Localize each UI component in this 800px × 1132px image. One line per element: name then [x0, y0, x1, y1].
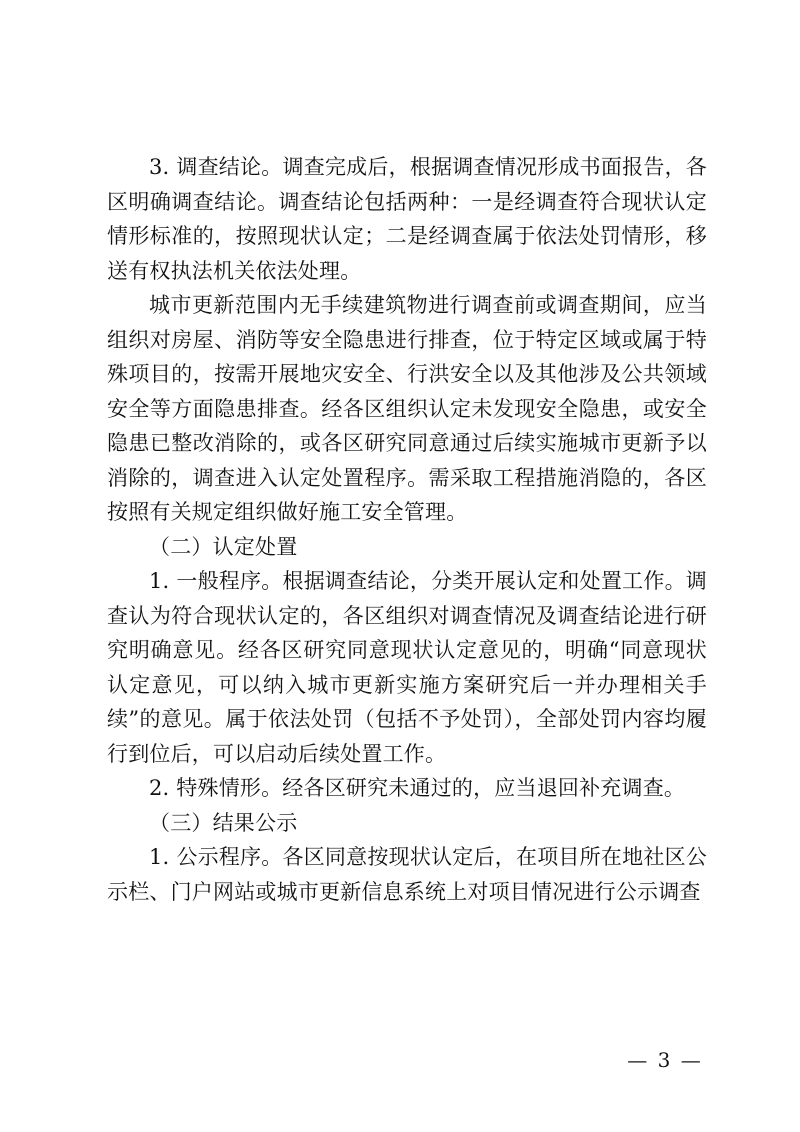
- section-heading-result-publicity: （三）结果公示: [149, 810, 298, 835]
- paragraph-publicity-procedure: 1. 公示程序。各区同意按现状认定后，在项目所在地社区公示栏、门户网站或城市更新信息系统上对项目情况进行公示调查: [107, 845, 707, 904]
- page-number: — 3 —: [627, 1048, 703, 1072]
- document-body: [107, 150, 707, 909]
- paragraph-special-situation: 2. 特殊情形。经各区研究未通过的，应当退回补充调查。: [149, 776, 686, 800]
- paragraph-safety-hazard-check: 城市更新范围内无手续建筑物进行调查前或调查期间，应当组织对房屋、消防等安全隐患进行排查，位于特定区域或属于特殊项目的，按需开展地灾安全、行洪安全以及其他涉及公共领域安全等方面隐患排查。经各区组织认定未发现安全隐患，或安全隐患已整改消除的，或各区研究同意通过后续实施城市更新予以消除的，调查进入认定处置程序。需采取工程措施消隐的，各区按照有关规定组织做好施工安全管理。: [107, 293, 707, 524]
- paragraph-general-procedure: 1. 一般程序。根据调查结论，分类开展认定和处置工作。调查认为符合现状认定的，各区组织对调查情况及调查结论进行研究明确意见。经各区研究同意现状认定意见的，明确“同意现状认定意见，可以纳入城市更新实施方案研究后一并办理相关手续”的意见。属于依法处罚（包括不予处罚），全部处罚内容均履行到位后，可以启动后续处置工作。: [107, 569, 707, 766]
- paragraph-investigation-conclusion: 3. 调查结论。调查完成后，根据调查情况形成书面报告，各区明确调查结论。调查结论包括两种：一是经调查符合现状认定情形标准的，按照现状认定；二是经调查属于依法处罚情形，移送有权执法机关依法处理。: [107, 155, 707, 283]
- section-heading-recognition-disposal: （二）认定处置: [149, 534, 298, 559]
